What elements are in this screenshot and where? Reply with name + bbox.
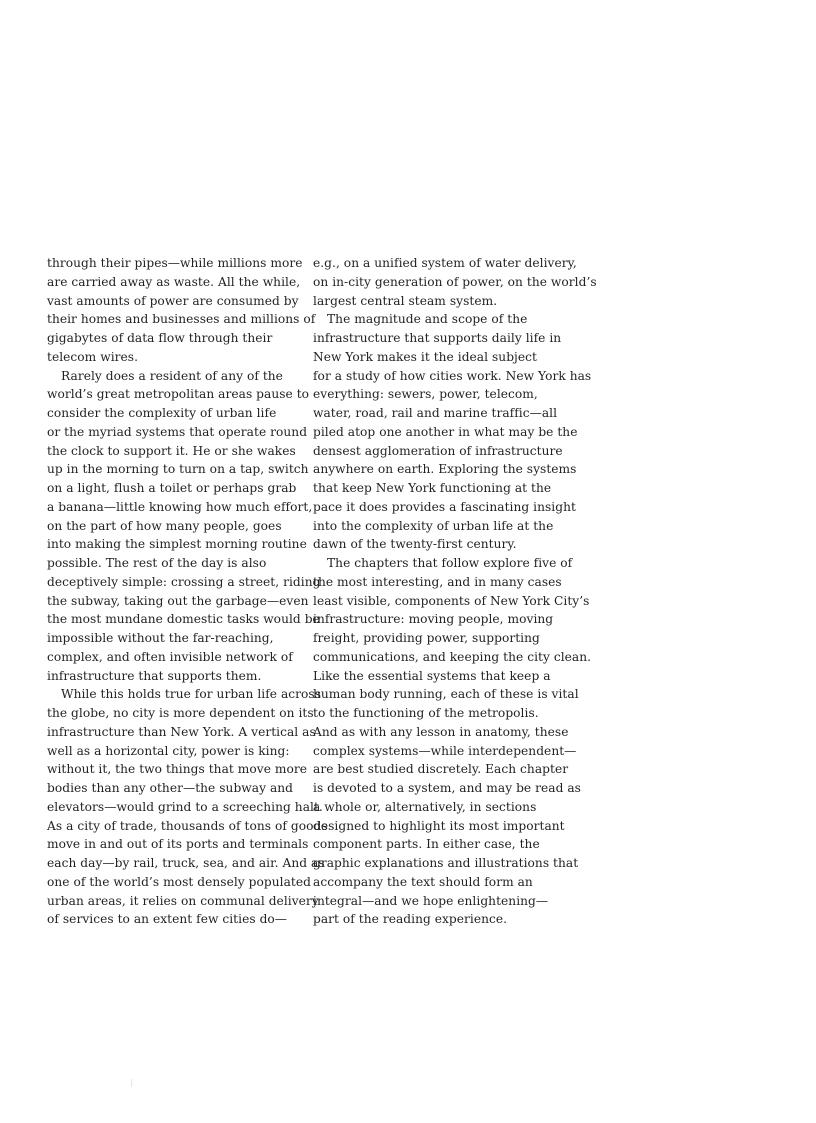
text-line: that keep New York functioning at the xyxy=(313,481,552,495)
text-line: Like the essential systems that keep a xyxy=(313,668,551,683)
text-line: their homes and businesses and millions of xyxy=(47,312,316,327)
text-line: piled atop one another in what may be the xyxy=(313,424,578,439)
text-line: on in-city generation of power, on the world’s xyxy=(313,274,597,289)
text-line: of services to an extent few cities do— xyxy=(47,912,288,927)
text-line: infrastructure that supports daily life in xyxy=(313,331,562,345)
text-line: vast amounts of power are consumed by xyxy=(47,293,299,308)
text-line: the most mundane domestic tasks would be xyxy=(47,612,320,627)
text-line: move in and out of its ports and terminals xyxy=(47,837,309,852)
text-line: complex systems—while interdependent— xyxy=(313,743,577,758)
text-line: telecom wires. xyxy=(47,349,139,364)
text-line: on a light, flush a toilet or perhaps grab xyxy=(47,481,297,495)
text-line: accompany the text should form an xyxy=(313,874,533,889)
text-line: the most interesting, and in many cases xyxy=(313,574,562,589)
text-line: is devoted to a system, and may be read as xyxy=(313,781,581,795)
text-line: the subway, taking out the garbage—even xyxy=(47,593,309,608)
text-line: infrastructure that supports them. xyxy=(47,668,262,683)
text-line: largest central steam system. xyxy=(313,293,498,308)
text-line: infrastructure than New York. A vertical as xyxy=(47,724,316,739)
text-line: without it, the two things that move more xyxy=(47,762,308,777)
text-line: pace it does provides a fascinating insight xyxy=(313,499,576,514)
text-line: e.g., on a unified system of water delivery, xyxy=(313,256,577,270)
text-line: The chapters that follow explore five of xyxy=(327,556,573,570)
text-line: elevators—would grind to a screeching halt. xyxy=(47,799,323,814)
text-line: are best studied discretely. Each chapter xyxy=(313,762,569,777)
text-line: a banana—little knowing how much effort, xyxy=(47,499,313,514)
text-line: anywhere on earth. Exploring the systems xyxy=(313,462,577,477)
text-line: deceptively simple: crossing a street, riding xyxy=(47,574,321,589)
text-line: possible. The rest of the day is also xyxy=(47,556,267,570)
text-line: The magnitude and scope of the xyxy=(327,312,528,327)
text-line: are carried away as waste. All the while, xyxy=(47,274,301,289)
text-line: a whole or, alternatively, in sections xyxy=(313,799,537,814)
text-line: human body running, each of these is vital xyxy=(313,687,579,702)
text-line: one of the world’s most densely populated xyxy=(47,874,311,889)
text-line: consider the complexity of urban life xyxy=(47,406,277,420)
text-line: for a study of how cities work. New York has xyxy=(313,368,592,383)
right-text-column xyxy=(313,254,597,929)
text-line: into the complexity of urban life at the xyxy=(313,518,554,533)
text-line: through their pipes—while millions more xyxy=(47,256,303,270)
text-line: New York makes it the ideal subject xyxy=(313,349,537,364)
text-line: up in the morning to turn on a tap, switch xyxy=(47,462,309,477)
text-line: to the functioning of the metropolis. xyxy=(313,706,539,720)
text-line: bodies than any other—the subway and xyxy=(47,781,294,795)
text-line: world’s great metropolitan areas pause to xyxy=(47,387,310,402)
text-line: infrastructure: moving people, moving xyxy=(313,612,554,627)
text-line: communications, and keeping the city clean. xyxy=(313,649,592,664)
text-line: While this holds true for urban life across xyxy=(61,687,322,702)
text-line: freight, providing power, supporting xyxy=(313,631,540,645)
text-line: And as with any lesson in anatomy, these xyxy=(313,724,569,739)
text-line: well as a horizontal city, power is king: xyxy=(47,743,290,758)
text-line: integral—and we hope enlightening— xyxy=(313,893,549,908)
text-line: graphic explanations and illustrations that xyxy=(313,856,579,870)
text-line: designed to highlight its most important xyxy=(313,818,565,833)
text-line: urban areas, it relies on communal delivery xyxy=(47,893,319,908)
text-line: dawn of the twenty-first century. xyxy=(313,537,517,552)
text-line: water, road, rail and marine traffic—all xyxy=(313,406,558,420)
text-line: the clock to support it. He or she wakes xyxy=(47,443,296,458)
page-mark xyxy=(131,1079,132,1087)
text-line: As a city of trade, thousands of tons of goods xyxy=(47,818,328,833)
text-line: or the myriad systems that operate round xyxy=(47,424,308,439)
text-line: impossible without the far-reaching, xyxy=(47,631,274,645)
text-line: complex, and often invisible network of xyxy=(47,649,293,664)
text-line: everything: sewers, power, telecom, xyxy=(313,387,538,402)
text-line: each day—by rail, truck, sea, and air. And as xyxy=(47,856,325,870)
text-line: on the part of how many people, goes xyxy=(47,518,282,533)
text-line: densest agglomeration of infrastructure xyxy=(313,443,563,458)
text-line: into making the simplest morning routine xyxy=(47,537,307,552)
text-line: part of the reading experience. xyxy=(313,912,508,927)
left-text-column xyxy=(47,254,328,929)
text-line: gigabytes of data flow through their xyxy=(47,331,273,345)
text-line: the globe, no city is more dependent on its xyxy=(47,706,314,720)
text-line: Rarely does a resident of any of the xyxy=(61,368,283,383)
text-line: least visible, components of New York City’s xyxy=(313,593,590,608)
text-line: component parts. In either case, the xyxy=(313,837,540,852)
